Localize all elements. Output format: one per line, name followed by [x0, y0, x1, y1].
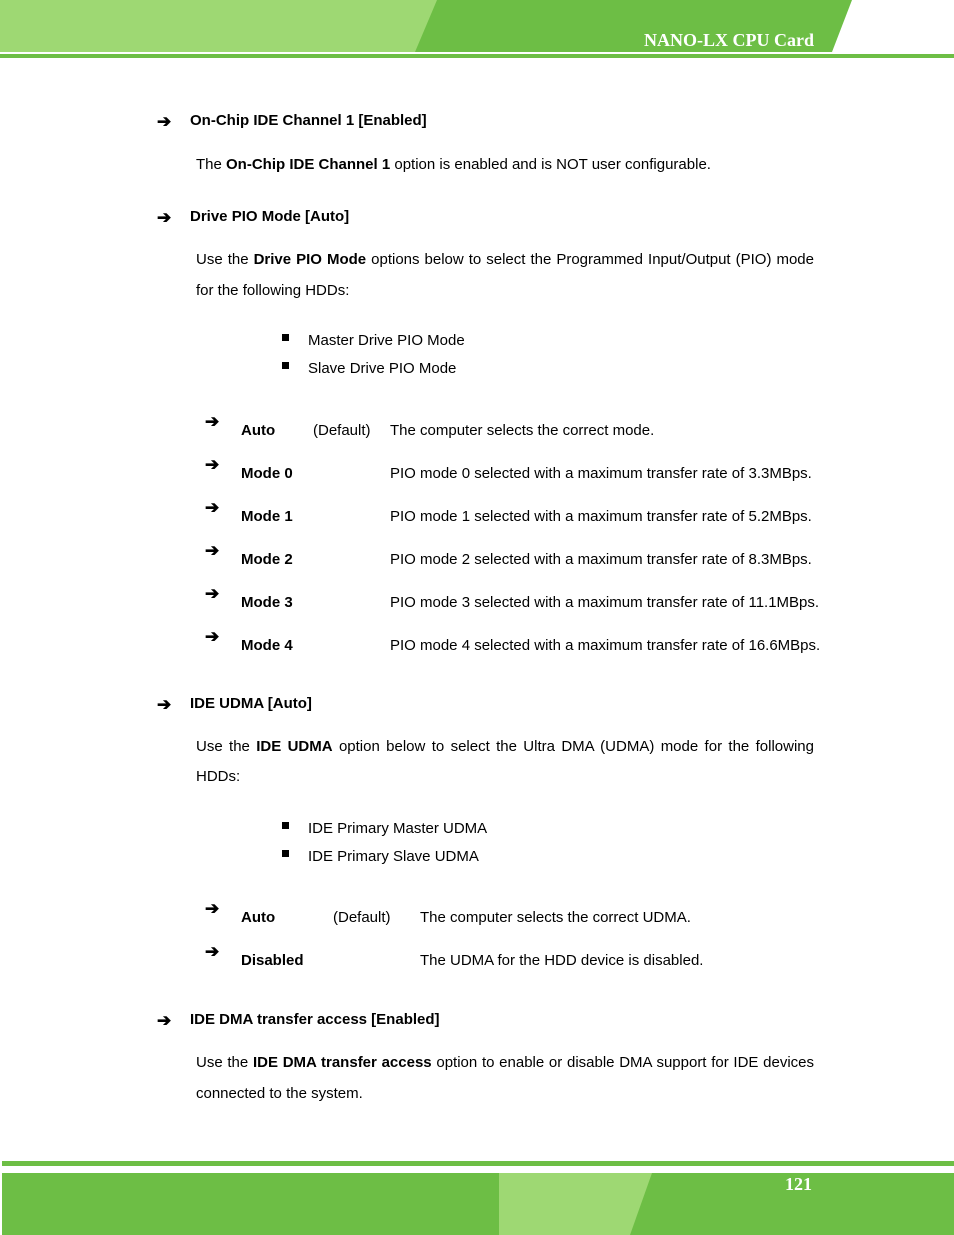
udma-option-desc: The computer selects the correct UDMA. — [420, 909, 691, 926]
dma-paragraph: Use the IDE DMA transfer access option to enable or disable DMA support for IDE devices connected to the system. — [196, 1054, 814, 1102]
footer-rule — [2, 1161, 954, 1166]
section-heading-dma: IDE DMA transfer access [Enabled] — [190, 1011, 440, 1028]
udma-option-name: Auto — [241, 909, 276, 926]
udma-option-desc: The UDMA for the HDD device is disabled. — [420, 952, 704, 969]
pio-option-desc: PIO mode 3 selected with a maximum transfer rate of 11.1MBps. — [390, 594, 820, 611]
pio-option-name: Mode 4 — [241, 637, 293, 654]
header-rule — [0, 54, 954, 58]
pio-option-name: Mode 3 — [241, 594, 293, 611]
udma-bullet-item: IDE Primary Master UDMA — [308, 820, 488, 837]
pio-option-name: Mode 0 — [241, 465, 293, 482]
arrow-icon: ➔ — [205, 584, 220, 603]
arrow-icon: ➔ — [205, 541, 220, 560]
arrow-icon: ➔ — [205, 942, 220, 961]
pio-option-default: (Default) — [313, 422, 371, 439]
arrow-icon: ➔ — [205, 899, 220, 918]
bullet-icon — [282, 362, 289, 369]
bullet-icon — [282, 850, 289, 857]
section-heading-pio: Drive PIO Mode [Auto] — [190, 208, 350, 225]
arrow-icon: ➔ — [157, 1011, 172, 1030]
section-heading-onchip: On-Chip IDE Channel 1 [Enabled] — [190, 112, 427, 129]
section-heading-udma: IDE UDMA [Auto] — [190, 695, 312, 712]
pio-option-desc: PIO mode 0 selected with a maximum transfer rate of 3.3MBps. — [390, 465, 812, 482]
arrow-icon: ➔ — [205, 412, 220, 431]
pio-bullet-item: Slave Drive PIO Mode — [308, 360, 457, 377]
udma-option-default: (Default) — [333, 909, 391, 926]
arrow-icon: ➔ — [157, 208, 172, 227]
page-number: 121 — [785, 1174, 812, 1194]
pio-option-name: Mode 2 — [241, 551, 293, 568]
header-title: NANO-LX CPU Card — [644, 30, 814, 50]
udma-option-name: Disabled — [241, 952, 304, 969]
pio-paragraph: Use the Drive PIO Mode options below to select the Programmed Input/Output (PIO) mode for the following HDDs: — [196, 251, 814, 299]
arrow-icon: ➔ — [157, 112, 172, 131]
pio-option-desc: PIO mode 4 selected with a maximum transfer rate of 16.6MBps. — [390, 637, 821, 654]
udma-paragraph: Use the IDE UDMA option below to select the Ultra DMA (UDMA) mode for the following HDDs: — [196, 738, 814, 785]
bullet-icon — [282, 334, 289, 341]
pio-option-desc: PIO mode 2 selected with a maximum transfer rate of 8.3MBps. — [390, 551, 812, 568]
udma-bullet-item: IDE Primary Slave UDMA — [308, 848, 479, 865]
bullet-icon — [282, 822, 289, 829]
arrow-icon: ➔ — [205, 498, 220, 517]
arrow-icon: ➔ — [205, 455, 220, 474]
pio-option-name: Auto — [241, 422, 276, 439]
pio-option-name: Mode 1 — [241, 508, 293, 525]
arrow-icon: ➔ — [205, 627, 220, 646]
pio-option-desc: PIO mode 1 selected with a maximum transfer rate of 5.2MBps. — [390, 508, 812, 525]
pio-option-desc: The computer selects the correct mode. — [390, 422, 655, 439]
arrow-icon: ➔ — [157, 695, 172, 714]
pio-bullet-item: Master Drive PIO Mode — [308, 332, 465, 349]
onchip-paragraph: The On-Chip IDE Channel 1 option is enabled and is NOT user configurable. — [196, 156, 711, 173]
